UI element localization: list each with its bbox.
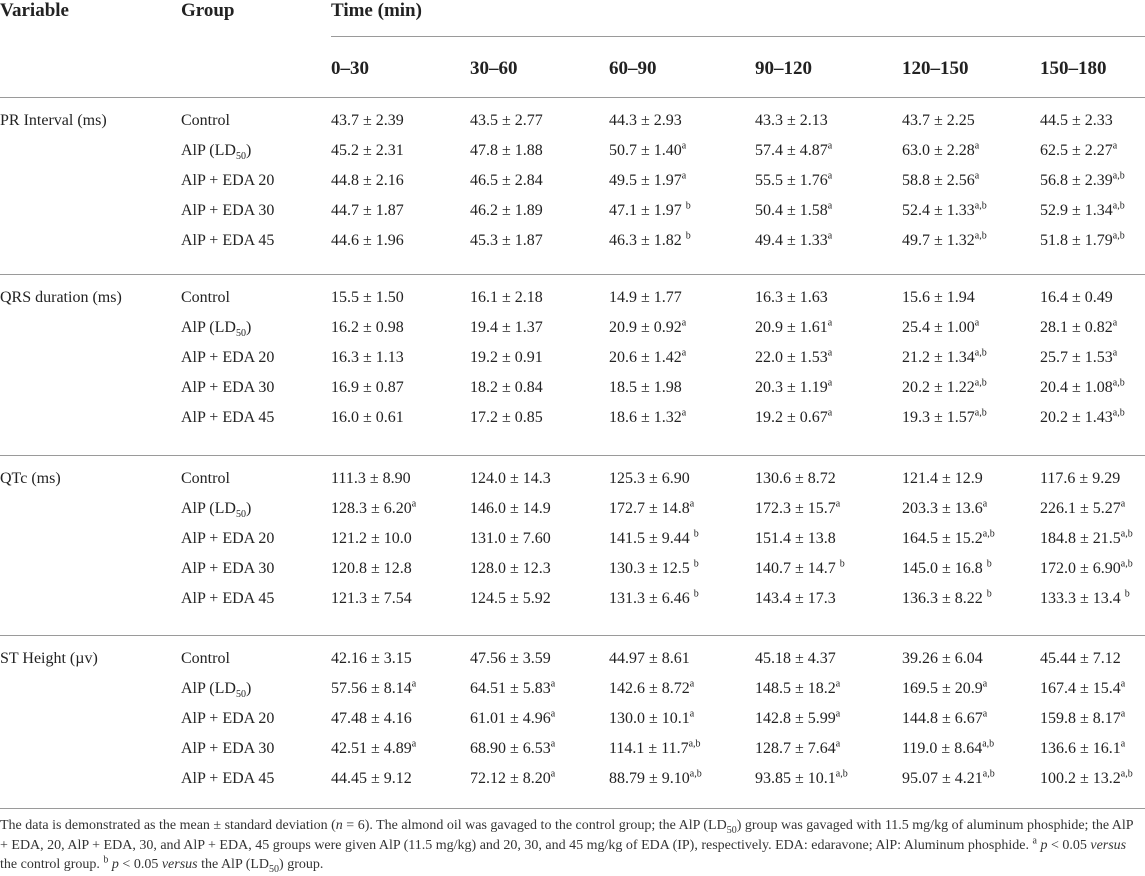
group-label: AlP $(LD_{50})$ [181,319,252,340]
significance-marker: a,b [974,347,987,359]
significance-marker: b [685,200,691,212]
header-interval: 120–150 [902,58,969,79]
group-label: AlP + EDA 20 [181,349,275,366]
table-row [0,348,1145,378]
value-cell: $52.9 \pm 1.34^{a,b}$ [1040,200,1125,219]
significance-marker: a [550,768,556,780]
value-cell: 14.9 ± 1.77 [609,289,682,306]
significance-marker: a [689,678,695,690]
value-cell: 16.1 ± 2.18 [470,289,543,306]
significance-marker: a [835,498,841,510]
significance-marker: b [693,528,699,540]
value-cell: 58.8 ± 2.56$^a$ [902,170,980,189]
significance-marker: a [835,738,841,750]
value-cell: $20.4 \pm 1.08^{a,b}$ [1040,377,1125,396]
value-cell: 49.5 ± 1.97$^a$ [609,170,687,189]
value-cell: 25.4 ± 1.00$^a$ [902,317,980,336]
group-label: Control [181,650,230,667]
value-cell: 133.3 ± 13.4 $^b$ [1040,588,1130,607]
table-row [0,318,1145,348]
significance-marker: a [681,170,687,182]
significance-marker: a [1112,140,1118,152]
value-cell: 130.3 ± 12.5 $^b$ [609,558,699,577]
table-row [0,769,1145,799]
block-rule [0,455,1145,456]
value-cell: 22.0 ± 1.53$^a$ [755,347,833,366]
value-cell: 131.0 ± 7.60 [470,530,551,547]
table-row [0,378,1145,408]
value-cell: $51.8 \pm 1.79^{a,b}$ [1040,230,1125,249]
value-cell: 16.3 ± 1.63 [755,289,828,306]
significance-marker: a [982,498,988,510]
value-cell: 47.1 ± 1.97 $^b$ [609,200,691,219]
value-cell: 16.3 ± 1.13 [331,349,404,366]
table-row [0,709,1145,739]
header-interval: 150–180 [1040,58,1107,79]
value-cell: $19.3 \pm 1.57^{a,b}$ [902,407,987,426]
group-label: AlP + EDA 30 [181,202,275,219]
value-cell: 42.16 ± 3.15 [331,650,412,667]
significance-marker: a [1112,347,1118,359]
header-time: Time (min) [331,0,422,21]
value-cell: 142.6 ± 8.72$^a$ [609,678,695,697]
variable-block [0,455,1145,635]
value-cell: 63.0 ± 2.28$^a$ [902,140,980,159]
table-row [0,739,1145,769]
variable-label: QRS duration (ms) [0,289,122,306]
value-cell: 28.1 ± 0.82$^a$ [1040,317,1118,336]
value-cell: 111.3 ± 8.90 [331,470,411,487]
value-cell: 44.8 ± 2.16 [331,172,404,189]
table-row [0,408,1145,438]
significance-marker: a,b [974,407,987,419]
value-cell: 117.6 ± 9.29 [1040,470,1121,487]
significance-marker: a [689,708,695,720]
value-cell: 18.5 ± 1.98 [609,379,682,396]
value-cell: 20.9 ± 1.61$^a$ [755,317,833,336]
table-row [0,469,1145,499]
variable-label: ST Height (µv) [0,650,98,667]
block-rule [0,635,1145,636]
value-cell: $114.1 \pm 11.7^{a,b}$ [609,738,701,757]
significance-marker: a [1120,498,1126,510]
value-cell: 20.3 ± 1.19$^a$ [755,377,833,396]
significance-marker: b [685,230,691,242]
value-cell: $95.07 \pm 4.21^{a,b}$ [902,768,995,787]
value-cell: 57.56 ± 8.14$^a$ [331,678,417,697]
value-cell: 146.0 ± 14.9 [470,500,551,517]
significance-marker: b [693,558,699,570]
significance-marker: a [411,738,417,750]
value-cell: 49.4 ± 1.33$^a$ [755,230,833,249]
significance-marker: a [827,230,833,242]
value-cell: 120.8 ± 12.8 [331,560,412,577]
value-cell: 124.5 ± 5.92 [470,590,551,607]
value-cell: 128.3 ± 6.20$^a$ [331,498,417,517]
significance-marker: a [827,170,833,182]
header-group: Group [181,0,235,21]
group-label: AlP $(LD_{50})$ [181,500,252,521]
value-cell: 72.12 ± 8.20$^a$ [470,768,556,787]
value-cell: 19.4 ± 1.37 [470,319,543,336]
significance-marker: a [827,377,833,389]
value-cell: 143.4 ± 17.3 [755,590,836,607]
significance-marker: a [550,678,556,690]
table-row [0,529,1145,559]
value-cell: 136.3 ± 8.22 $^b$ [902,588,992,607]
variable-block [0,274,1145,454]
significance-marker: a,b [835,768,848,780]
group-label: AlP + EDA 45 [181,770,275,787]
significance-marker: a [827,140,833,152]
variable-block [0,97,1145,277]
table-header-row-2 [0,36,1145,98]
value-cell: 172.7 ± 14.8$^a$ [609,498,695,517]
value-cell: 121.4 ± 12.9 [902,470,983,487]
value-cell: 44.97 ± 8.61 [609,650,690,667]
value-cell: 64.51 ± 5.83$^a$ [470,678,556,697]
value-cell: 50.7 ± 1.40$^a$ [609,140,687,159]
table-row [0,201,1145,231]
significance-marker: a [827,317,833,329]
variable-block [0,635,1145,815]
value-cell: 57.4 ± 4.87$^a$ [755,140,833,159]
value-cell: 68.90 ± 6.53$^a$ [470,738,556,757]
significance-marker: a [982,708,988,720]
value-cell: 19.2 ± 0.91 [470,349,543,366]
value-cell: 136.6 ± 16.1$^a$ [1040,738,1126,757]
significance-marker: a [1120,708,1126,720]
value-cell: 44.6 ± 1.96 [331,232,404,249]
significance-marker: b [1124,588,1130,600]
group-label: Control [181,470,230,487]
value-cell: 128.0 ± 12.3 [470,560,551,577]
header-variable: Variable [0,0,69,21]
group-label: AlP $(LD_{50})$ [181,142,252,163]
value-cell: 46.5 ± 2.84 [470,172,543,189]
group-label: AlP + EDA 45 [181,409,275,426]
value-cell: 43.7 ± 2.39 [331,112,404,129]
value-cell: 18.2 ± 0.84 [470,379,543,396]
value-cell: 130.0 ± 10.1$^a$ [609,708,695,727]
header-interval: 90–120 [755,58,812,79]
significance-marker: a [1120,738,1126,750]
value-cell: 226.1 ± 5.27$^a$ [1040,498,1126,517]
significance-marker: a,b [1112,170,1125,182]
value-cell: $100.2 \pm 13.2^{a,b}$ [1040,768,1133,787]
value-cell: 39.26 ± 6.04 [902,650,983,667]
header-interval: 0–30 [331,58,369,79]
value-cell: 144.8 ± 6.67$^a$ [902,708,988,727]
value-cell: 16.9 ± 0.87 [331,379,404,396]
significance-marker: b [693,588,699,600]
value-cell: 141.5 ± 9.44 $^b$ [609,528,699,547]
value-cell: 130.6 ± 8.72 [755,470,836,487]
significance-marker: a [974,140,980,152]
significance-marker: a [411,678,417,690]
significance-marker: a [974,170,980,182]
value-cell: 172.3 ± 15.7$^a$ [755,498,841,517]
value-cell: $20.2 \pm 1.43^{a,b}$ [1040,407,1125,426]
significance-marker: a,b [1112,200,1125,212]
significance-marker: a [835,708,841,720]
significance-marker: a,b [982,768,995,780]
group-label: AlP + EDA 20 [181,530,275,547]
value-cell: 15.6 ± 1.94 [902,289,975,306]
value-cell: 19.2 ± 0.67$^a$ [755,407,833,426]
value-cell: $164.5 \pm 15.2^{a,b}$ [902,528,995,547]
value-cell: 128.7 ± 7.64$^a$ [755,738,841,757]
group-label: AlP $(LD_{50})$ [181,680,252,701]
value-cell: 18.6 ± 1.32$^a$ [609,407,687,426]
significance-marker: a,b [974,200,987,212]
value-cell: 151.4 ± 13.8 [755,530,836,547]
significance-marker: a,b [974,377,987,389]
value-cell: $172.0 \pm 6.90^{a,b}$ [1040,558,1133,577]
value-cell: 142.8 ± 5.99$^a$ [755,708,841,727]
value-cell: $88.79 \pm 9.10^{a,b}$ [609,768,702,787]
table-row [0,288,1145,318]
value-cell: 44.7 ± 1.87 [331,202,404,219]
table-row [0,679,1145,709]
value-cell: 44.45 ± 9.12 [331,770,412,787]
value-cell: 61.01 ± 4.96$^a$ [470,708,556,727]
value-cell: 46.2 ± 1.89 [470,202,543,219]
value-cell: 121.3 ± 7.54 [331,590,412,607]
value-cell: 47.56 ± 3.59 [470,650,551,667]
significance-marker: a,b [689,768,702,780]
value-cell: $184.8 \pm 21.5^{a,b}$ [1040,528,1133,547]
table-bottom-rule [0,808,1145,809]
significance-marker: b [986,588,992,600]
significance-marker: b [986,558,992,570]
significance-marker: a [827,200,833,212]
significance-marker: a [827,407,833,419]
value-cell: 20.9 ± 0.92$^a$ [609,317,687,336]
significance-marker: a,b [982,528,995,540]
variable-label: PR Interval (ms) [0,112,107,129]
table-row [0,589,1145,619]
group-label: AlP + EDA 30 [181,740,275,757]
value-cell: 17.2 ± 0.85 [470,409,543,426]
value-cell: $119.0 \pm 8.64^{a,b}$ [902,738,995,757]
table-row [0,559,1145,589]
value-cell: 50.4 ± 1.58$^a$ [755,200,833,219]
header-interval: 30–60 [470,58,518,79]
value-cell: $49.7 \pm 1.32^{a,b}$ [902,230,987,249]
significance-marker: b [839,558,845,570]
value-cell: 121.2 ± 10.0 [331,530,412,547]
group-label: AlP + EDA 30 [181,379,275,396]
significance-marker: a,b [1120,768,1133,780]
value-cell: $21.2 \pm 1.34^{a,b}$ [902,347,987,366]
value-cell: 43.3 ± 2.13 [755,112,828,129]
significance-marker: a [550,738,556,750]
significance-marker: a,b [688,738,701,750]
value-cell: $93.85 \pm 10.1^{a,b}$ [755,768,848,787]
significance-marker: a [681,317,687,329]
value-cell: 203.3 ± 13.6$^a$ [902,498,988,517]
value-cell: 16.2 ± 0.98 [331,319,404,336]
significance-marker: a [982,678,988,690]
significance-marker: a,b [1112,377,1125,389]
value-cell: 131.3 ± 6.46 $^b$ [609,588,699,607]
group-label: AlP + EDA 20 [181,172,275,189]
value-cell: $20.2 \pm 1.22^{a,b}$ [902,377,987,396]
group-label: AlP + EDA 45 [181,590,275,607]
value-cell: 42.51 ± 4.89$^a$ [331,738,417,757]
value-cell: 140.7 ± 14.7 $^b$ [755,558,845,577]
value-cell: 43.5 ± 2.77 [470,112,543,129]
table-row [0,649,1145,679]
significance-marker: a [411,498,417,510]
value-cell: 44.5 ± 2.33 [1040,112,1113,129]
table-footnote: The data is demonstrated as the mean ± standard deviation (n = 6). The almond oil was gavaged to the control group; the AlP $(LD_{50})$ group was gavaged with 11.5 mg/kg of aluminum phosphide; the AlP + EDA, 20, AlP + EDA, 30, and AlP + EDA, 45 groups were given AlP (11.5 mg/kg) and 20, 30, and 45 mg/kg of EDA (IP), respectively. EDA: edaravone; AlP: Aluminum phosphide. $^a$ p < 0.05 versus the control group. $^b$ p < 0.05 versus the AlP $(LD_{50})$ group. [0,818,1134,875]
group-label: Control [181,289,230,306]
value-cell: 20.6 ± 1.42$^a$ [609,347,687,366]
value-cell: 16.0 ± 0.61 [331,409,404,426]
significance-marker: a [689,498,695,510]
table-row [0,141,1145,171]
table-row [0,499,1145,529]
value-cell: 125.3 ± 6.90 [609,470,690,487]
table-header-row-1 [0,0,1145,34]
value-cell: $56.8 \pm 2.39^{a,b}$ [1040,170,1125,189]
value-cell: 16.4 ± 0.49 [1040,289,1113,306]
significance-marker: a [835,678,841,690]
significance-marker: a [681,347,687,359]
value-cell: 62.5 ± 2.27$^a$ [1040,140,1118,159]
block-rule [0,274,1145,275]
value-cell: 45.18 ± 4.37 [755,650,836,667]
significance-marker: a,b [1112,407,1125,419]
value-cell: $52.4 \pm 1.33^{a,b}$ [902,200,987,219]
table-row [0,231,1145,261]
significance-marker: a,b [1120,558,1133,570]
group-label: AlP + EDA 45 [181,232,275,249]
group-label: Control [181,112,230,129]
significance-marker: a [681,140,687,152]
value-cell: 45.2 ± 2.31 [331,142,404,159]
header-interval: 60–90 [609,58,657,79]
significance-marker: a [681,407,687,419]
significance-marker: a,b [1112,230,1125,242]
value-cell: 159.8 ± 8.17$^a$ [1040,708,1126,727]
significance-marker: a [827,347,833,359]
variable-label: QTc (ms) [0,470,61,487]
value-cell: 124.0 ± 14.3 [470,470,551,487]
value-cell: 46.3 ± 1.82 $^b$ [609,230,691,249]
significance-marker: a [974,317,980,329]
value-cell: 43.7 ± 2.25 [902,112,975,129]
value-cell: 45.3 ± 1.87 [470,232,543,249]
significance-marker: a,b [982,738,995,750]
group-label: AlP + EDA 30 [181,560,275,577]
significance-marker: a [1120,678,1126,690]
significance-marker: a,b [974,230,987,242]
value-cell: 15.5 ± 1.50 [331,289,404,306]
significance-marker: a,b [1120,528,1133,540]
value-cell: 47.8 ± 1.88 [470,142,543,159]
value-cell: 47.48 ± 4.16 [331,710,412,727]
value-cell: 169.5 ± 20.9$^a$ [902,678,988,697]
value-cell: 145.0 ± 16.8 $^b$ [902,558,992,577]
value-cell: 167.4 ± 15.4$^a$ [1040,678,1126,697]
table-row [0,111,1145,141]
value-cell: 55.5 ± 1.76$^a$ [755,170,833,189]
value-cell: 148.5 ± 18.2$^a$ [755,678,841,697]
table-row [0,171,1145,201]
value-cell: 45.44 ± 7.12 [1040,650,1121,667]
value-cell: 25.7 ± 1.53$^a$ [1040,347,1118,366]
significance-marker: a [550,708,556,720]
value-cell: 44.3 ± 2.93 [609,112,682,129]
group-label: AlP + EDA 20 [181,710,275,727]
significance-marker: a [1112,317,1118,329]
